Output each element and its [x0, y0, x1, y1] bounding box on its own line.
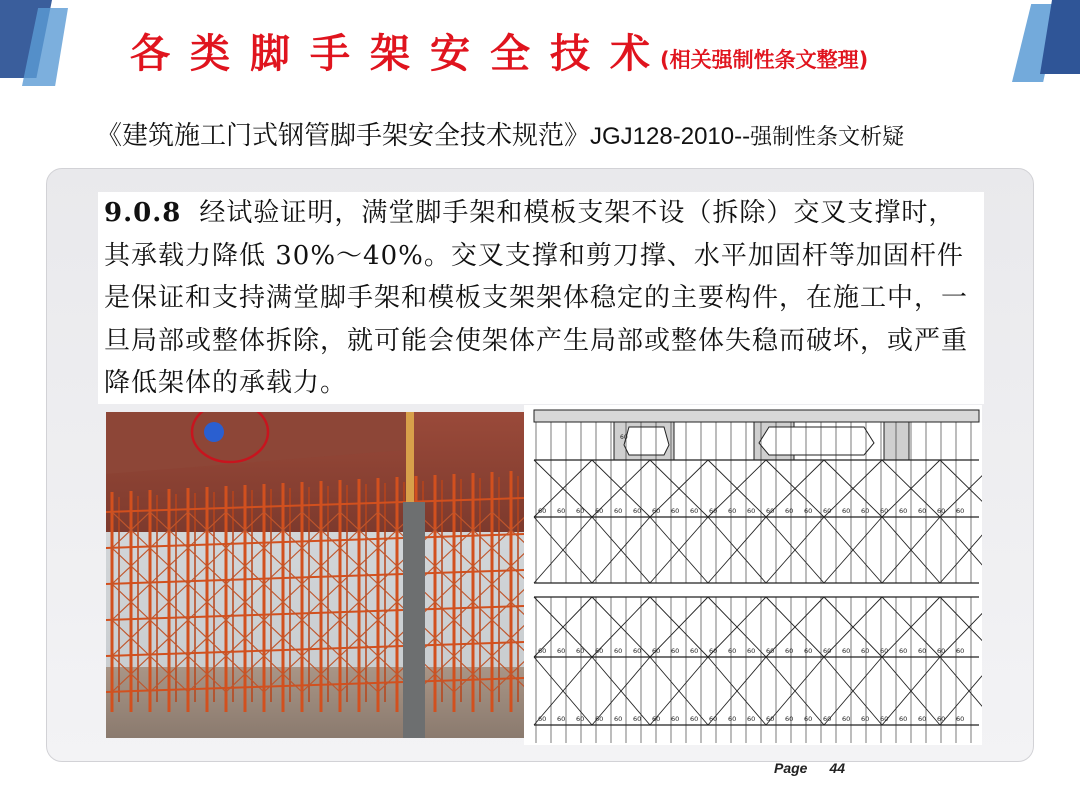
dimension-label: 60: [690, 647, 699, 655]
dimension-label: 60: [538, 507, 547, 515]
dimension-label: 60: [766, 715, 775, 723]
dimension-label: 60: [918, 507, 927, 515]
dimension-label: 60: [880, 507, 889, 515]
dimension-label: 60: [538, 647, 547, 655]
dimension-label: 60: [728, 507, 737, 515]
dimension-label: 60: [614, 715, 623, 723]
dimension-label: 60: [747, 507, 756, 515]
dimension-label: 60: [785, 715, 794, 723]
dimension-label: 60: [709, 647, 718, 655]
scaffold-layout-drawing: [524, 405, 982, 745]
dimension-label: 60: [899, 647, 908, 655]
dimension-label: 60: [804, 507, 813, 515]
dimension-label: 60: [766, 647, 775, 655]
dimension-label: 60: [861, 647, 870, 655]
dimension-label: 60: [595, 647, 604, 655]
dimension-label: 60: [671, 507, 680, 515]
dimension-label: 60: [652, 647, 661, 655]
slide-title: [130, 22, 868, 79]
dimension-label: 60: [614, 507, 623, 515]
dimension-label: 60: [728, 647, 737, 655]
dimension-label: 60: [652, 715, 661, 723]
dimension-label: 60: [614, 647, 623, 655]
dimension-label: 60: [937, 647, 946, 655]
dimension-label: 60: [804, 715, 813, 723]
dimension-label: 60: [747, 715, 756, 723]
dimension-label: 60: [633, 647, 642, 655]
dimension-label: 60: [557, 507, 566, 515]
dimension-label: 60: [620, 434, 628, 441]
dimension-label: 60: [804, 647, 813, 655]
dimension-label: 60: [747, 647, 756, 655]
standard-subtitle: [96, 115, 904, 152]
standard-code: JGJ128-2010--: [590, 123, 751, 150]
page-number: 44: [829, 760, 846, 776]
scaffold-photo-image: [106, 412, 524, 738]
dimension-label: 60: [576, 647, 585, 655]
dimension-label: 60: [595, 715, 604, 723]
clause-text-block: [98, 192, 984, 404]
dimension-label: 60: [728, 715, 737, 723]
dimension-label: 60: [709, 507, 718, 515]
dimension-label: 60: [576, 715, 585, 723]
dimension-label: 60: [766, 507, 775, 515]
concrete-column: [403, 502, 425, 738]
page-footer: [774, 760, 845, 776]
dimension-label: 60: [633, 507, 642, 515]
dimension-label: 60: [557, 647, 566, 655]
dimension-label: 60: [823, 715, 832, 723]
dimension-label: 60: [785, 507, 794, 515]
dimension-label: 60: [671, 715, 680, 723]
dimension-label: 60: [861, 507, 870, 515]
standard-subtitle-tail: 强制性条文析疑: [750, 125, 905, 150]
dimension-label: 60: [956, 647, 965, 655]
dimension-label: 60: [861, 715, 870, 723]
dimension-label: 60: [595, 507, 604, 515]
slide-title-main: 各类脚手架安全技术: [130, 31, 670, 77]
dimension-label: 60: [823, 507, 832, 515]
dimension-label: 60: [842, 715, 851, 723]
clause-number: 9.0.8: [104, 198, 182, 228]
dimension-label: 60: [918, 715, 927, 723]
dimension-label: 60: [690, 507, 699, 515]
dimension-label: 60: [956, 507, 965, 515]
dimension-label: 60: [576, 507, 585, 515]
clause-body: 经试验证明，满堂脚手架和模板支架不设（拆除）交叉支撑时，其承载力降低 30%～40%。交叉支撑和剪刀撑、水平加固杆等加固杆件是保证和支持满堂脚手架和模板支架架体稳定的主要构件，在施工中，一旦局部或整体拆除，就可能会使架体产生局部或整体失稳而破坏，或严重降低架体的承载力。: [104, 198, 969, 398]
dimension-label: 60: [937, 715, 946, 723]
dimension-label: 60: [842, 647, 851, 655]
dimension-label: 60: [709, 715, 718, 723]
dimension-label: 60: [557, 715, 566, 723]
scaffold-photo: [106, 412, 524, 738]
dimension-label: 60: [690, 715, 699, 723]
dimension-label: 60: [956, 715, 965, 723]
dimension-label: 60: [918, 647, 927, 655]
page-label: Page: [774, 760, 808, 776]
dimension-label: 60: [538, 715, 547, 723]
dimension-label: 60: [899, 715, 908, 723]
slide-title-note: (相关强制性条文整理): [660, 48, 869, 72]
worker-helmet: [204, 422, 224, 442]
dimension-label: 60: [823, 647, 832, 655]
dimension-label: 60: [899, 507, 908, 515]
dimension-label: 60: [652, 507, 661, 515]
standard-book-name: 《建筑施工门式钢管脚手架安全技术规范》: [96, 121, 591, 151]
scaffold-layout-drawing-image: [524, 405, 982, 745]
dimension-label: 60: [880, 715, 889, 723]
dimension-label: 60: [842, 507, 851, 515]
dimension-label: 60: [880, 647, 889, 655]
drawing-dimension-labels: [538, 434, 964, 723]
dimension-label: 60: [633, 715, 642, 723]
dimension-label: 60: [937, 507, 946, 515]
dimension-label: 60: [671, 647, 680, 655]
drawing-lines: [534, 410, 982, 743]
dimension-label: 60: [785, 647, 794, 655]
